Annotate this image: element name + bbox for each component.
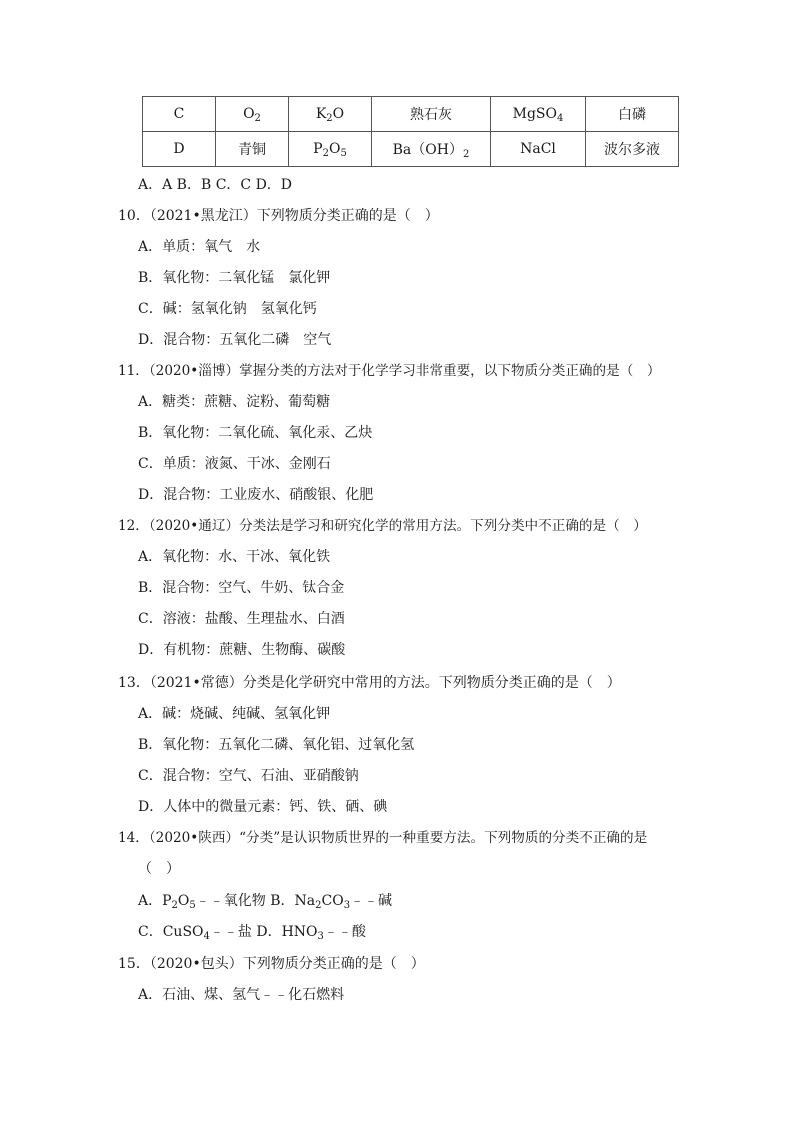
question-10: 10．（2021•黑龙江）下列物质分类正确的是（ ） xyxy=(118,208,439,224)
subscript: 2 xyxy=(254,113,261,124)
option-text: ﹣﹣酸 xyxy=(323,924,366,940)
table-cell xyxy=(586,97,679,132)
question-14-continuation: （ ） xyxy=(138,861,180,877)
table-cell xyxy=(491,97,586,132)
option-text: ﹣﹣碱 xyxy=(350,893,393,909)
q11-option-b: B．氧化物：二氧化硫、氧化汞、乙炔 xyxy=(138,425,373,441)
q13-option-b: B．氧化物：五氧化二磷、氧化铝、过氧化氢 xyxy=(138,737,415,753)
table-cell xyxy=(289,132,372,167)
subscript: 2 xyxy=(326,113,333,124)
option-text: ﹣﹣盐 D．HNO xyxy=(209,924,318,940)
option-text: CO xyxy=(321,893,344,909)
question-12: 12．（2020•通辽）分类法是学习和研究化学的常用方法。下列分类中不正确的是（ ） xyxy=(118,518,647,534)
q15-option-a: A．石油、煤、氢气﹣﹣化石燃料 xyxy=(138,987,345,1003)
table-cell xyxy=(216,132,289,167)
q10-option-a: A．单质：氧气 水 xyxy=(138,239,261,255)
q13-option-d: D．人体中的微量元素：钙、铁、硒、碘 xyxy=(138,799,388,815)
q10-option-b: B．氧化物：二氧化锰 氯化钾 xyxy=(138,270,331,286)
cell-text: MgSO xyxy=(512,106,557,122)
cell-text: 波尔多液 xyxy=(604,142,660,158)
q13-option-a: A．碱：烧碱、纯碱、氢氧化钾 xyxy=(138,706,331,722)
q12-option-d: D．有机物：蔗糖、生物酶、碳酸 xyxy=(138,642,346,658)
subscript: 2 xyxy=(322,148,329,159)
question-13: 13．（2021•常德）分类是化学研究中常用的方法。下列物质分类正确的是（ ） xyxy=(118,675,621,691)
question-11: 11．（2020•淄博）掌握分类的方法对于化学学习非常重要，以下物质分类正确的是（ ） xyxy=(118,363,661,379)
subscript: 3 xyxy=(317,931,324,942)
cell-text: NaCl xyxy=(520,141,556,157)
option-text: O xyxy=(177,893,190,909)
row-label-d: D xyxy=(143,132,216,167)
classification-table xyxy=(142,96,679,167)
table-cell xyxy=(372,97,491,132)
table-row xyxy=(143,132,679,167)
cell-text: 白磷 xyxy=(618,107,646,123)
cell-text: 熟石灰 xyxy=(410,107,452,123)
table-cell xyxy=(491,132,586,167)
cell-text: O xyxy=(328,141,341,157)
subscript: 3 xyxy=(343,900,351,911)
cell-text: O xyxy=(332,106,345,122)
subscript: 2 xyxy=(171,900,178,911)
q11-option-a: A．糖类：蔗糖、淀粉、葡萄糖 xyxy=(138,394,331,410)
table-row xyxy=(143,97,679,132)
option-text: ﹣﹣氧化物 B．Na xyxy=(195,893,316,909)
table-cell xyxy=(372,132,491,167)
table-cell xyxy=(289,97,372,132)
q12-option-b: B．混合物：空气、牛奶、钛合金 xyxy=(138,580,345,596)
subscript: 2 xyxy=(462,149,470,160)
option-text: C．CuSO xyxy=(138,924,204,940)
question-15: 15．（2020•包头）下列物质分类正确的是（ ） xyxy=(118,956,425,972)
subscript: 4 xyxy=(203,931,210,942)
subscript: 5 xyxy=(189,900,196,911)
q14-options-cd xyxy=(138,923,366,941)
row-label-c: C xyxy=(143,97,216,132)
subscript: 2 xyxy=(315,900,322,911)
q11-option-d: D．混合物：工业废水、硝酸银、化肥 xyxy=(138,487,374,503)
cell-text: 青铜 xyxy=(238,142,266,158)
q12-option-c: C．溶液：盐酸、生理盐水、白酒 xyxy=(138,611,345,627)
q14-options-ab xyxy=(138,892,392,910)
cell-text: O xyxy=(243,106,255,122)
subscript: 4 xyxy=(557,113,564,124)
q10-option-c: C．碱：氢氧化钠 氢氧化钙 xyxy=(138,301,317,317)
q11-option-c: C．单质：液氮、干冰、金刚石 xyxy=(138,456,331,472)
q9-options: A．A B．B C．C D．D xyxy=(138,177,293,193)
cell-text: K xyxy=(315,106,327,122)
q12-option-a: A．氧化物：水、干冰、氧化铁 xyxy=(138,549,331,565)
q10-option-d: D．混合物：五氧化二磷 空气 xyxy=(138,332,332,348)
table-cell xyxy=(586,132,679,167)
q13-option-c: C．混合物：空气、石油、亚硝酸钠 xyxy=(138,768,359,784)
cell-text: Ba（OH） xyxy=(392,142,463,158)
table-cell xyxy=(216,97,289,132)
subscript: 5 xyxy=(340,148,347,159)
option-text: A．P xyxy=(138,893,172,909)
question-14: 14．（2020•陕西）“分类”是认识物质世界的一种重要方法。下列物质的分类不正确的是 xyxy=(118,830,648,846)
cell-text: P xyxy=(313,141,323,157)
